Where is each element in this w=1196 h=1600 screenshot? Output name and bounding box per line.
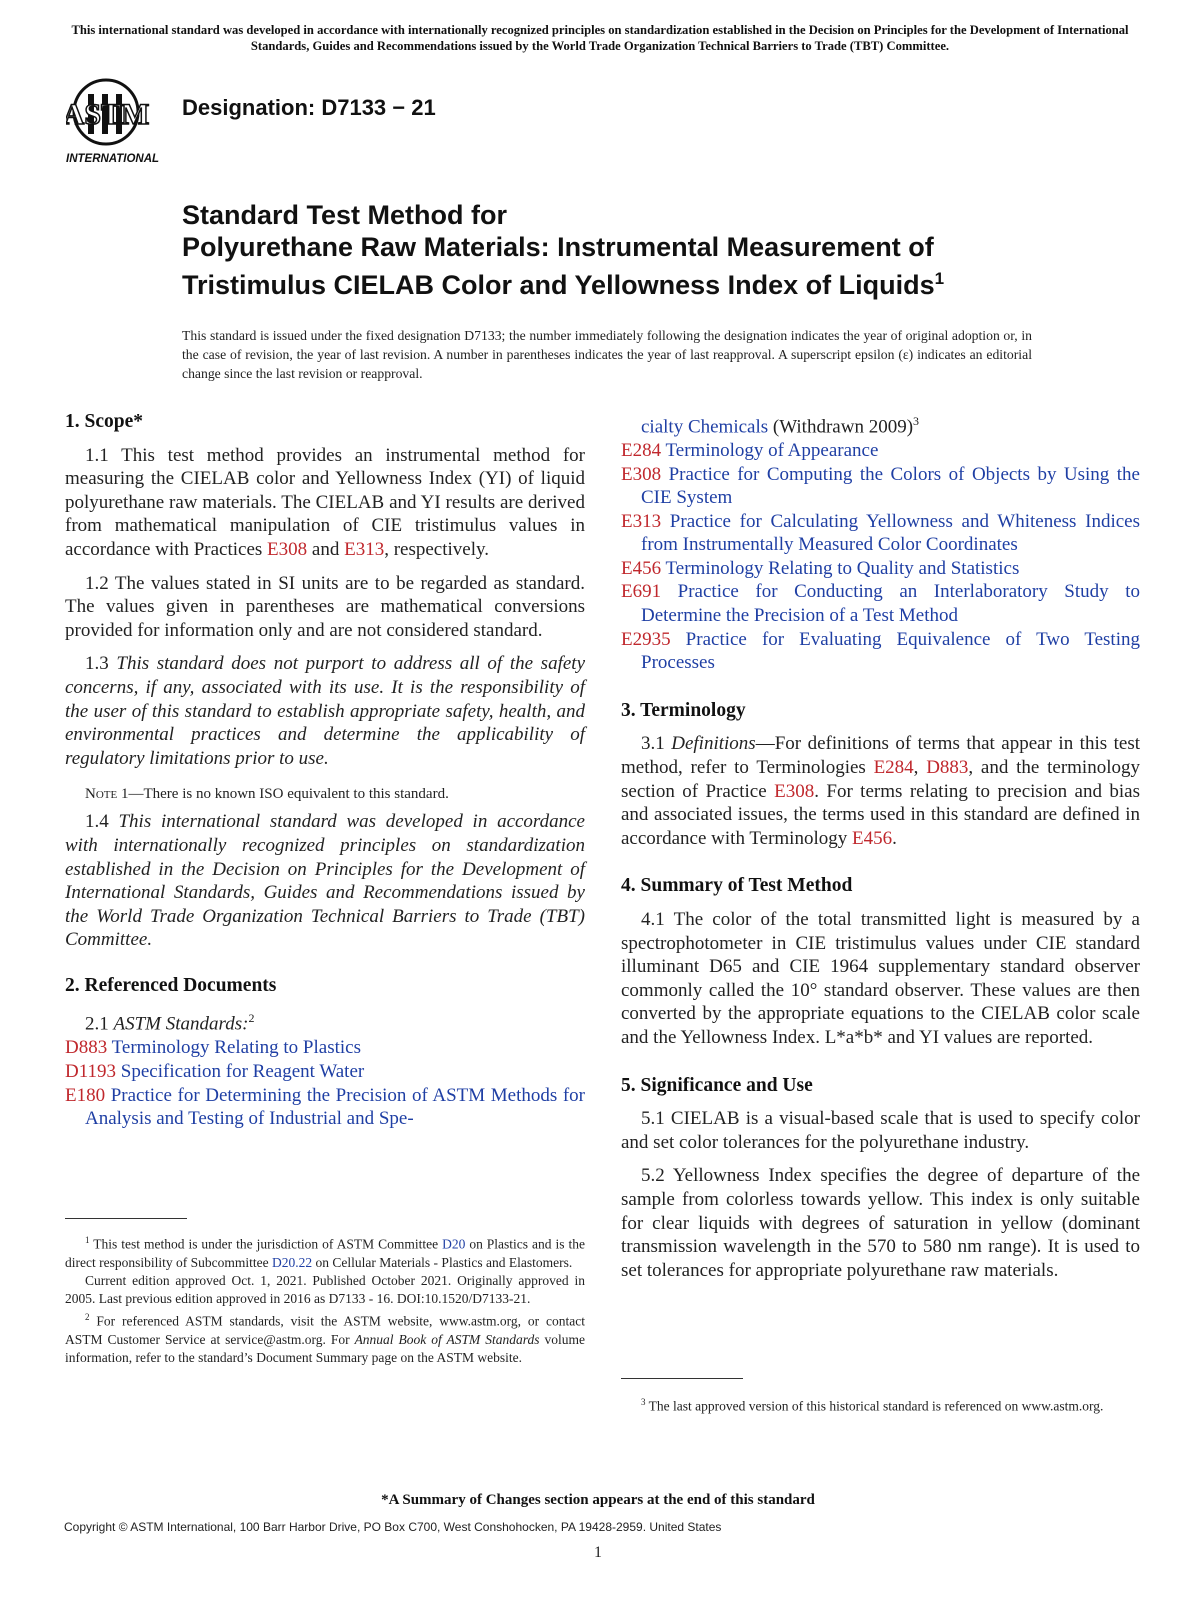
terminology-heading: 3. Terminology [621, 699, 746, 721]
issuance-statement: This standard is issued under the fixed designation D7133; the number immediately following the designation indicates the year of original adoption or, in the case of revision, the year of last revision. A number in parentheses indicates the year of last reapproval. A superscript epsilon (ε) indicates an editorial change since the last revision or reapproval. [182, 328, 1032, 381]
left-column [65, 410, 585, 1131]
summary-heading: 4. Summary of Test Method [621, 875, 853, 897]
logo-wordmark: ASTM [66, 98, 150, 131]
ref-e180[interactable]: E180 Practice for Determining the Precision of ASTM Methods for Analysis and Testing of Industrial and Spe- [65, 1084, 585, 1130]
summary-of-changes-note: *A Summary of Changes section appears at the end of this standard [381, 1492, 815, 1508]
title-line-3: Tristimulus CIELAB Color and Yellowness Index of Liquids [182, 270, 935, 300]
astm-logo [66, 72, 170, 167]
note-1: Note 1—There is no known ISO equivalent to this standard. [85, 786, 449, 803]
referenced-heading: 2. Referenced Documents [65, 974, 277, 996]
significance-heading: 5. Significance and Use [621, 1074, 813, 1096]
logo-subtitle: INTERNATIONAL [66, 153, 160, 165]
ref-e313[interactable]: E313 Practice for Calculating Yellowness and Whiteness Indices from Instrumentally Measured Color Coordinates [621, 510, 1140, 556]
footnote-rule-right [621, 1378, 743, 1379]
designation: Designation: D7133 − 21 [182, 95, 436, 120]
title-line-2: Polyurethane Raw Materials: Instrumental Measurement of [182, 232, 934, 262]
page-title [182, 199, 1062, 301]
significance-para-1: 5.1 CIELAB is a visual-based scale that is used to specify color and set color tolerances for the polyurethane industry. [621, 1108, 1140, 1153]
summary-para: 4.1 The color of the total transmitted light is measured by a spectrophotometer in CIE tristimulus values under CIE standard illuminant D65 and CIE 1964 supplementary standard observer commonly called the 10° standard observer. These values are then converted by the appropriate equations to the CIELAB color scale and the Yellowness Index. L*a*b* and YI values are reported. [621, 909, 1140, 1048]
link-e313[interactable]: E313 [344, 538, 385, 560]
footnote-1-edition: Current edition approved Oct. 1, 2021. Published October 2021. Originally approved in 2005. Last previous edition approved in 2016 as D7133 - 16. DOI:10.1520/D7133-21. [65, 1272, 585, 1307]
ref-e308[interactable]: E308 Practice for Computing the Colors of Objects by Using the CIE System [621, 463, 1140, 509]
copyright: Copyright © ASTM International, 100 Barr Harbor Drive, PO Box C700, West Conshohocken, PA 19428-2959. United States [64, 1520, 722, 1534]
astm-logo-mark [66, 72, 170, 167]
link-e308-term[interactable]: E308 [774, 780, 815, 802]
scope-heading: 1. Scope* [65, 411, 143, 432]
astm-standards-label: 2.1 ASTM Standards:$^2$ [85, 1011, 255, 1035]
wto-notice: This international standard was developed in accordance with internationally recognized principles on standardization established in the Decision on Principles for the Development of International Standards, Guides and Recommendations issued by the World Trade Organization Technical Barriers to Trade (TBT) Committee. [71, 23, 1129, 53]
significance-para-2: 5.2 Yellowness Index specifies the degree of departure of the sample from colorless towards yellow. This index is only suitable for clear liquids with degrees of saturation in yellow (dominant transmission wavelength in the 570 to 580 nm range). It is used to set tolerances for appropriate polyurethane raw materials. [621, 1165, 1140, 1281]
title-footnote-mark: 1 [934, 269, 945, 288]
footnote-2: $^2$ For referenced ASTM standards, visit the ASTM website, www.astm.org, or contact ASTM Customer Service at service@astm.org. For Annual Book of ASTM Standards volume information, refer to the standard’s Document Summary page on the ASTM website. [65, 1312, 585, 1366]
page-number: 1 [594, 1544, 602, 1561]
terminology-para: 3.1 Definitions—For definitions of terms that appear in this test method, refer to Terminologies E284, D883, and the terminology section of Practice E308. For terms relating to precision and bias and associated issues, the terms used in this standard are defined in accordance with Terminology E456. [621, 733, 1140, 849]
link-e308[interactable]: E308 [267, 538, 308, 560]
ref-e456[interactable]: E456 Terminology Relating to Quality and Statistics [621, 557, 1020, 579]
title-line-1: Standard Test Method for [182, 200, 508, 230]
scope-para-3: 1.3 This standard does not purport to address all of the safety concerns, if any, associated with its use. It is the responsibility of the user of this standard to establish appropriate safety, health, and environmental practices and determine the applicability of regulatory limitations prior to use. [65, 653, 585, 769]
scope-para-2: 1.2 The values stated in SI units are to be regarded as standard. The values given in parentheses are mathematical conversions provided for information only and are not considered standard. [65, 572, 585, 641]
left-footnotes [65, 1218, 585, 1367]
footnote-1: $^1$ This test method is under the jurisdiction of ASTM Committee D20 on Plastics and is the direct responsibility of Subcommittee D20.22 on Cellular Materials - Plastics and Elastomers. [65, 1235, 585, 1270]
ref-d883[interactable]: D883 Terminology Relating to Plastics [65, 1037, 361, 1059]
footnote-3: $^3$ The last approved version of this historical standard is referenced on www.astm.org. [641, 1397, 1104, 1414]
right-column [621, 410, 1140, 1282]
ref-e284[interactable]: E284 Terminology of Appearance [621, 439, 879, 461]
link-e284[interactable]: E284 [873, 757, 914, 779]
footnote-rule [65, 1218, 187, 1219]
ref-e691[interactable]: E691 Practice for Conducting an Interlaboratory Study to Determine the Precision of a Test Method [621, 581, 1140, 627]
link-d883[interactable]: D883 [926, 757, 969, 779]
scope-para-1: 1.1 This test method provides an instrumental method for measuring the CIELAB color and Yellowness Index (YI) of liquid polyurethane raw materials. The CIELAB and YI results are derived from mathematical manipulation of CIE tristimulus values in accordance with Practices E308 and E313, respectively. [65, 444, 585, 560]
ref-e2935[interactable]: E2935 Practice for Evaluating Equivalence of Two Testing Processes [621, 628, 1140, 674]
link-d20-22[interactable]: D20.22 [271, 1254, 313, 1270]
ref-e180-continued[interactable]: cialty Chemicals (Withdrawn 2009)$^3$ [641, 414, 920, 438]
scope-para-4: 1.4 This international standard was developed in accordance with internationally recognized principles on standardization established in the Decision on Principles for the Development of International Standards, Guides and Recommendations issued by the World Trade Organization Technical Barriers to Trade (TBT) Committee. [65, 811, 585, 951]
link-d20[interactable]: D20 [442, 1236, 466, 1252]
link-e456[interactable]: E456 [852, 827, 893, 849]
right-footnotes [621, 1378, 1140, 1416]
ref-d1193[interactable]: D1193 Specification for Reagent Water [65, 1060, 365, 1082]
